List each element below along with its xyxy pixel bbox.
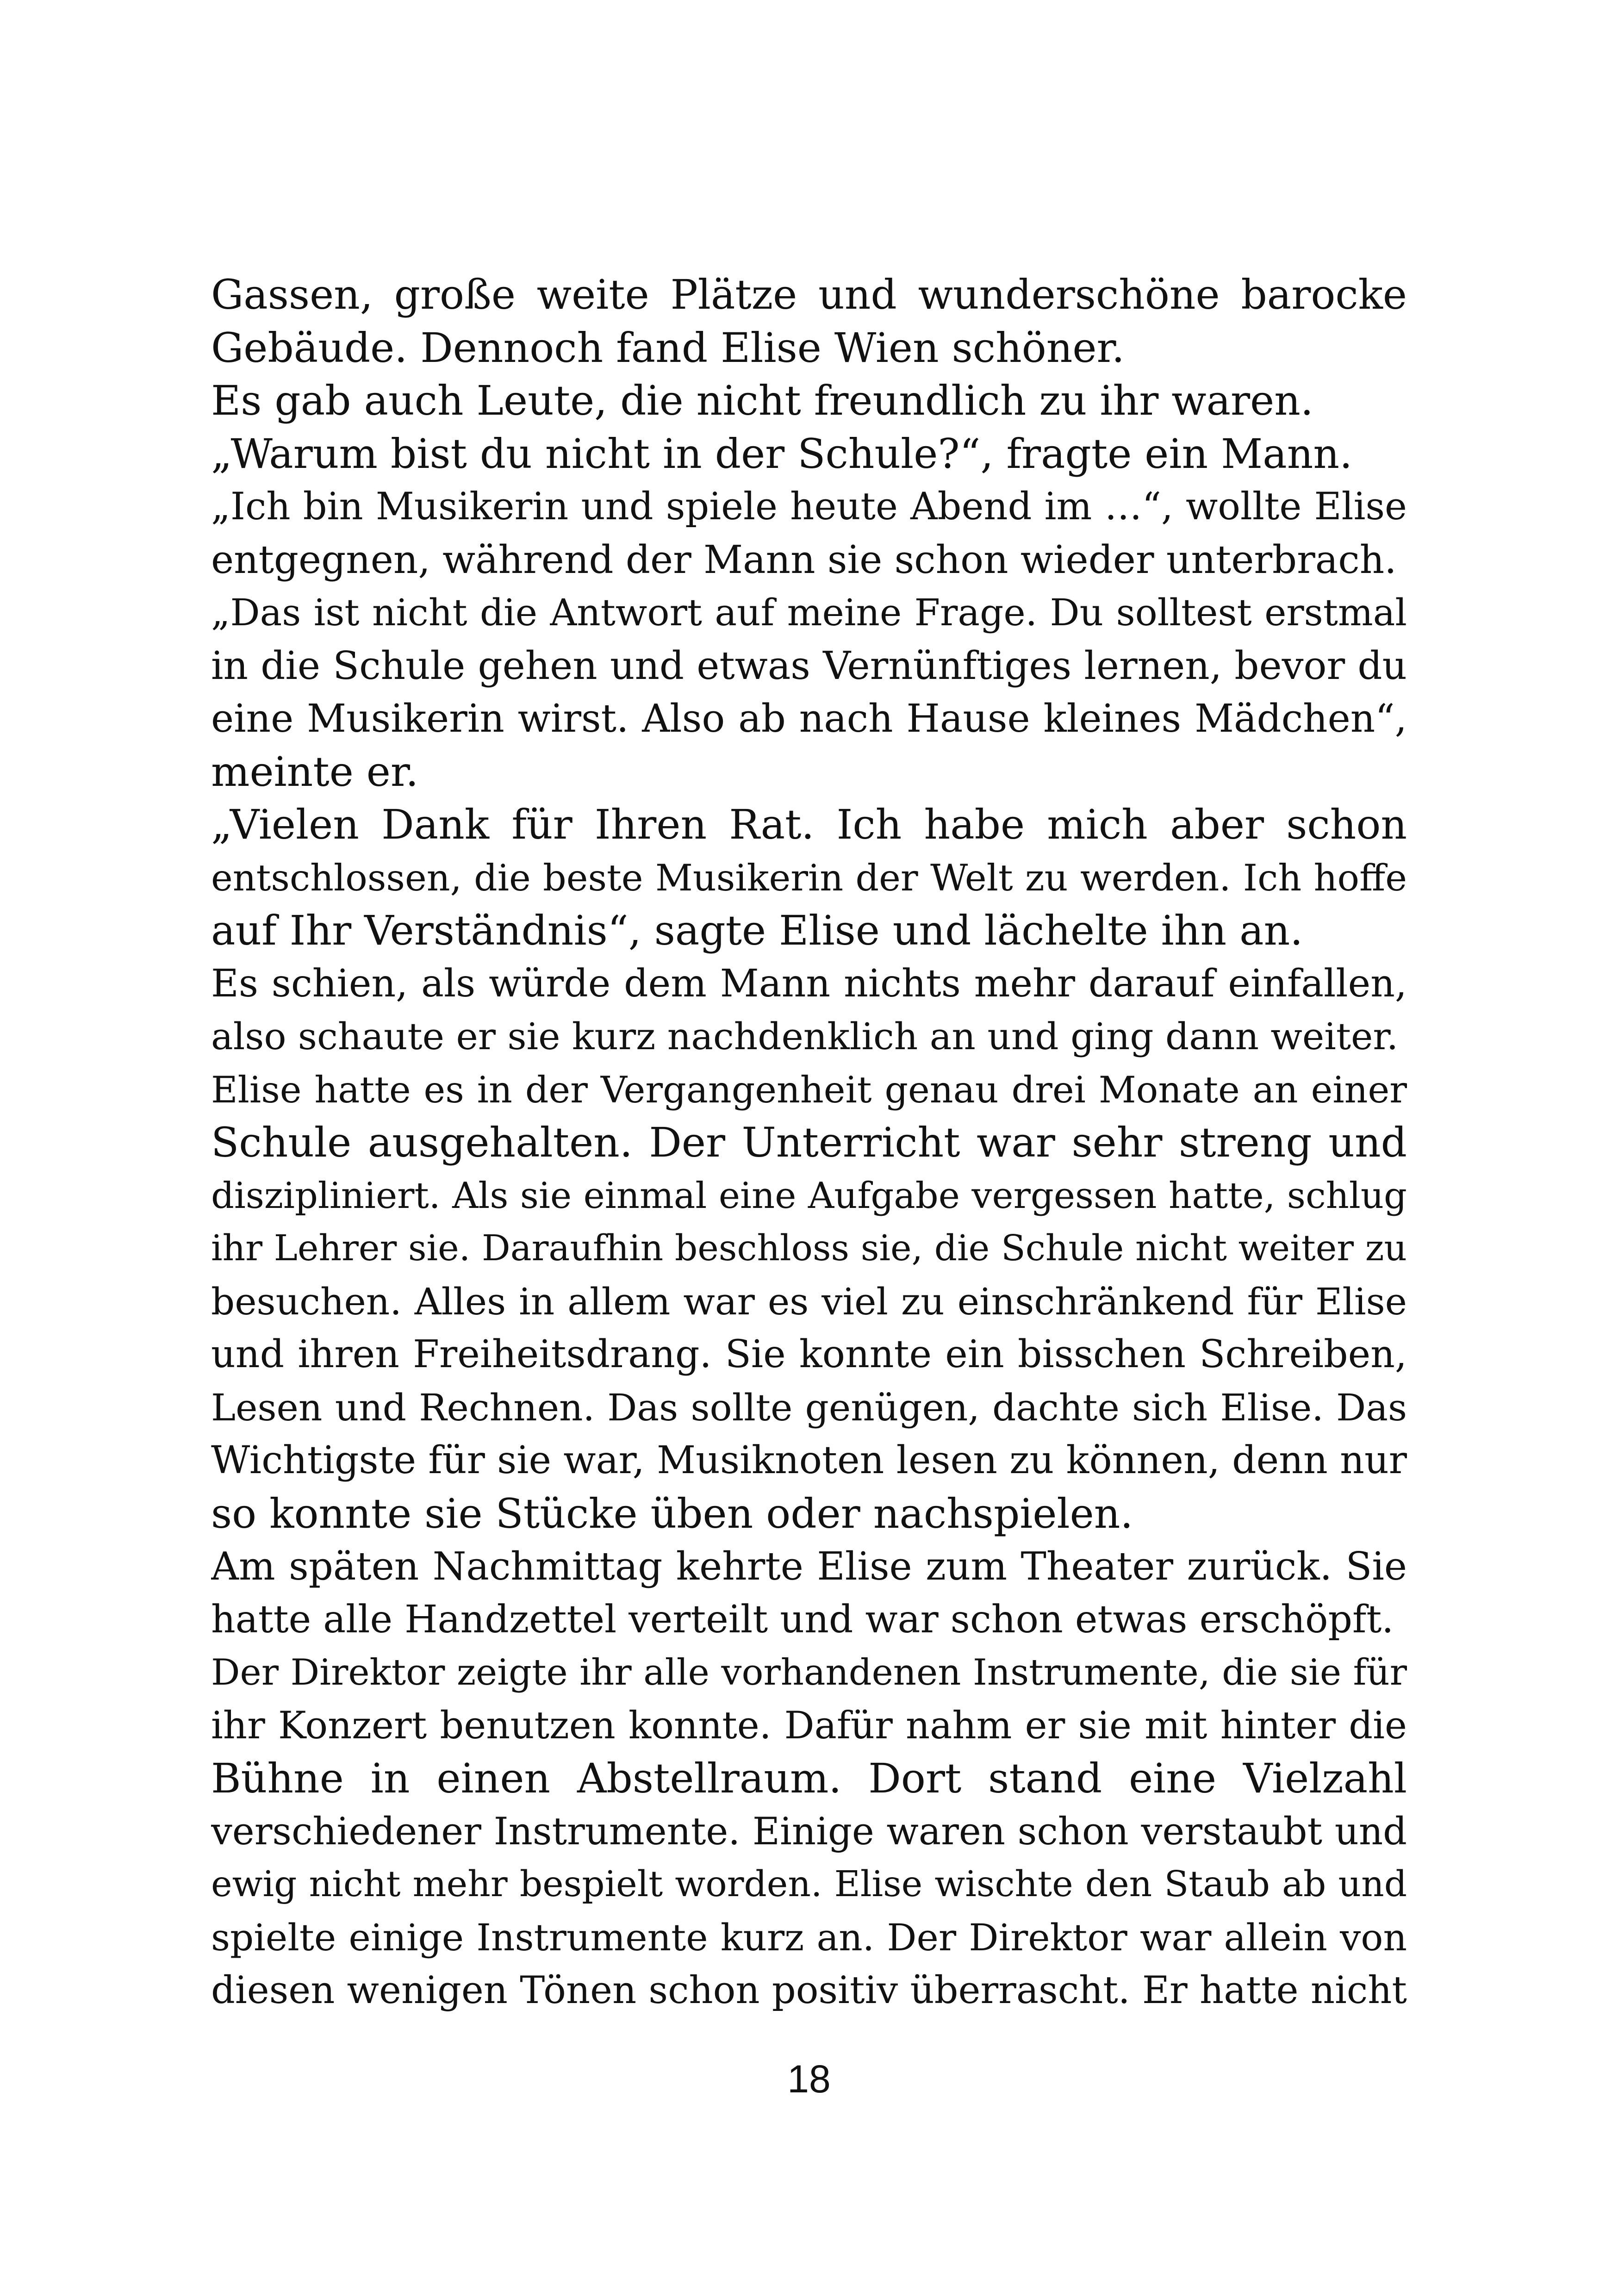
text-line: Schule ausgehalten. Der Unterricht war sehr streng und	[211, 1119, 1407, 1166]
text-line: entschlossen, die beste Musikerin der Welt zu werden. Ich hoffe	[211, 856, 1407, 899]
text-line: eine Musikerin wirst. Also ab nach Hause kleines Mädchen“,	[211, 696, 1407, 741]
text-line: Wichtigste für sie war, Musiknoten lesen zu können, denn nur	[211, 1438, 1407, 1482]
text-line: so konnte sie Stücke üben oder nachspielen.	[211, 1489, 1133, 1537]
text-line: Lesen und Rechnen. Das sollte genügen, dachte sich Elise. Das	[211, 1386, 1407, 1429]
text-line: Am späten Nachmittag kehrte Elise zum Theater zurück. Sie	[211, 1544, 1407, 1589]
text-line: Es gab auch Leute, die nicht freundlich zu ihr waren.	[211, 377, 1313, 424]
text-line: spielte einige Instrumente kurz an. Der Direktor war allein von	[211, 1916, 1407, 1959]
text-line: Bühne in einen Abstellraum. Dort stand eine Vielzahl	[211, 1755, 1407, 1802]
text-line: Gebäude. Dennoch fand Elise Wien schöner.	[211, 324, 1125, 372]
text-line: ewig nicht mehr bespielt worden. Elise wischte den Staub ab und	[211, 1864, 1407, 1905]
text-line: und ihren Freiheitsdrang. Sie konnte ein bisschen Schreiben,	[211, 1332, 1407, 1376]
text-line: „Warum bist du nicht in der Schule?“, fragte ein Mann.	[211, 429, 1353, 478]
text-line: diszipliniert. Als sie einmal eine Aufgabe vergessen hatte, schlug	[211, 1175, 1407, 1217]
text-line: „Das ist nicht die Antwort auf meine Frage. Du solltest erstmal	[211, 591, 1407, 634]
text-line: besuchen. Alles in allem war es viel zu einschränkend für Elise	[211, 1280, 1407, 1323]
text-line: meinte er.	[211, 747, 419, 796]
body-text	[211, 268, 1407, 2017]
text-line: in die Schule gehen und etwas Vernünftiges lernen, bevor du	[211, 643, 1407, 688]
text-line: „Vielen Dank für Ihren Rat. Ich habe mich aber schon	[211, 801, 1407, 848]
text-line: ihr Lehrer sie. Daraufhin beschloss sie, die Schule nicht weiter zu	[211, 1228, 1407, 1269]
page-number: 18	[787, 2057, 831, 2101]
text-line: hatte alle Handzettel verteilt und war schon etwas erschöpft.	[211, 1597, 1394, 1642]
text-line: „Ich bin Musikerin und spiele heute Abend im …“, wollte Elise	[211, 485, 1407, 529]
text-line: Es schien, als würde dem Mann nichts mehr darauf einfallen,	[211, 961, 1407, 1006]
text-line: verschiedener Instrumente. Einige waren schon verstaubt und	[211, 1810, 1407, 1854]
text-line: Gassen, große weite Plätze und wunderschöne barocke	[211, 271, 1407, 318]
text-line: ihr Konzert benutzen konnte. Dafür nahm er sie mit hinter die	[211, 1704, 1407, 1748]
text-line: entgegnen, während der Mann sie schon wieder unterbrach.	[211, 537, 1397, 582]
text-line: Elise hatte es in der Vergangenheit genau drei Monate an einer	[211, 1068, 1407, 1111]
text-line: diesen wenigen Tönen schon positiv überrascht. Er hatte nicht	[211, 1969, 1407, 2012]
text-line: auf Ihr Verständnis“, sagte Elise und lächelte ihn an.	[211, 907, 1303, 954]
text-line: also schaute er sie kurz nachdenklich an und ging dann weiter.	[211, 1015, 1399, 1058]
text-line: Der Direktor zeigte ihr alle vorhandenen Instrumente, die sie für	[211, 1652, 1407, 1693]
